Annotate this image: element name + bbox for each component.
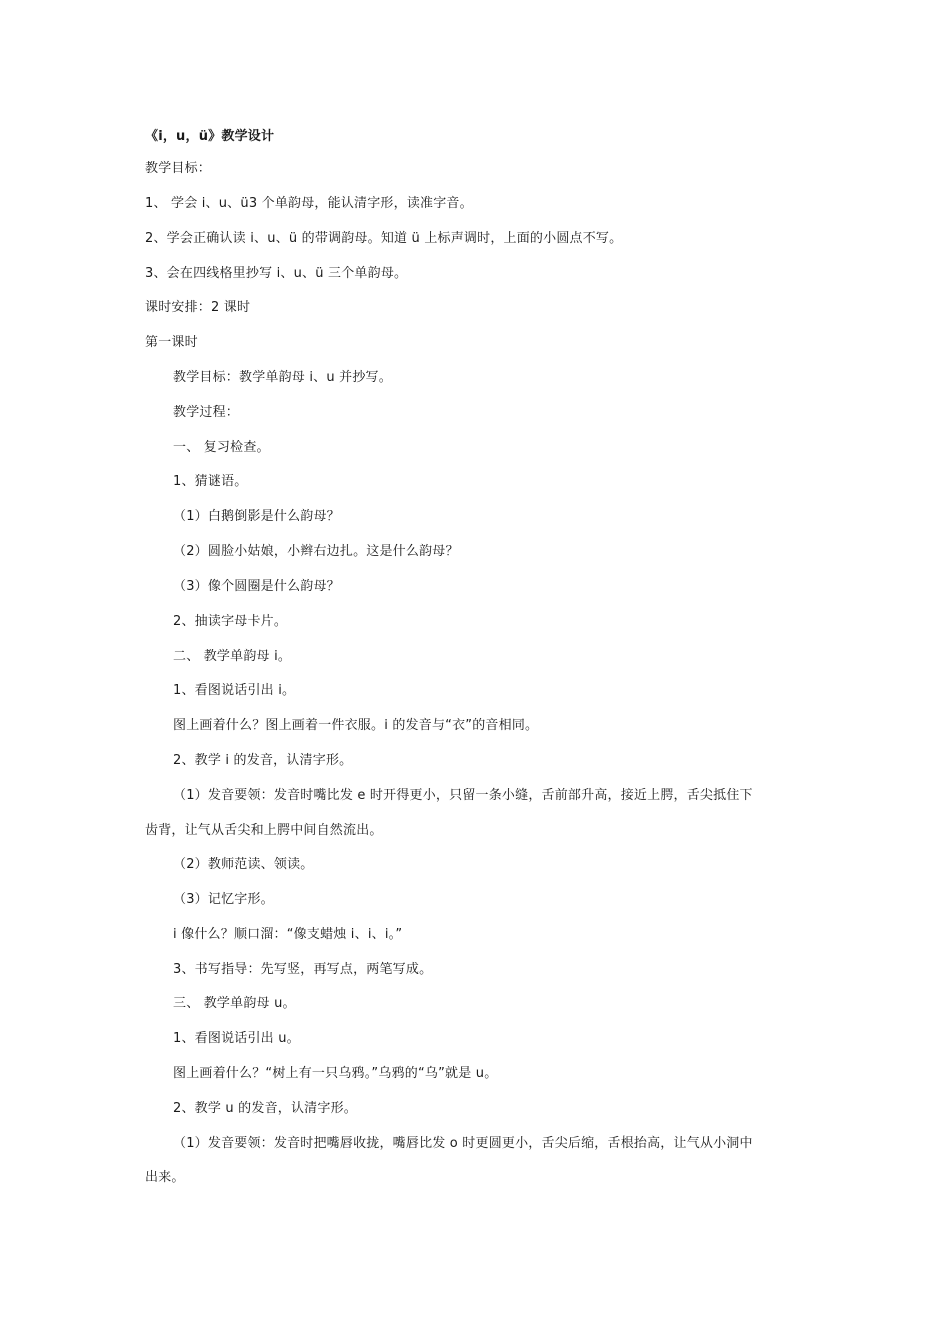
objective-1: 1、 学会 i、u、ü3 个单韵母，能认清字形，读准字音。 (145, 196, 473, 211)
lesson-one-heading: 第一课时 (145, 335, 198, 350)
section-heading-objectives: 教学目标： (145, 161, 212, 176)
step-review-heading: 一、 复习检查。 (173, 440, 270, 455)
teach-i-memorize: （3）记忆字形。 (173, 892, 274, 907)
teach-u-picture: 图上画着什么？“树上有一只乌鸦。”乌鸦的“乌”就是 u。 (173, 1066, 498, 1081)
riddle-3: （3）像个圆圈是什么韵母？ (173, 579, 340, 594)
step-teach-i-heading: 二、 教学单韵母 i。 (173, 649, 292, 664)
step-teach-u-heading: 三、 教学单韵母 u。 (173, 996, 296, 1011)
objective-3: 3、会在四线格里抄写 i、u、ü 三个单韵母。 (145, 266, 408, 281)
teach-i-intro: 1、看图说话引出 i。 (173, 683, 296, 698)
process-heading: 教学过程： (173, 405, 240, 420)
lesson-objective: 教学目标：教学单韵母 i、u 并抄写。 (173, 370, 392, 385)
teach-u-pronunciation-1: （1）发音要领：发音时把嘴唇收拢，嘴唇比发 o 时更圆更小，舌尖后缩，舌根抬高，让气从小洞中 (173, 1136, 753, 1151)
teach-i-picture: 图上画着什么？图上画着一件衣服。i 的发音与“衣”的音相同。 (173, 718, 539, 733)
teach-i-pronunciation-1-cont: 齿背，让气从舌尖和上腭中间自然流出。 (145, 823, 383, 838)
teach-u-pronunciation-heading: 2、教学 u 的发音，认清字形。 (173, 1101, 357, 1116)
document-title: 《i，u，ü》教学设计 (145, 129, 275, 144)
objective-2: 2、学会正确认读 i、u、ü 的带调韵母。知道 ü 上标声调时，上面的小圆点不写。 (145, 231, 623, 246)
riddle-2: （2）圆脸小姑娘，小辫右边扎。这是什么韵母？ (173, 544, 459, 559)
schedule-line: 课时安排：2 课时 (145, 300, 251, 315)
teach-i-pronunciation-1: （1）发音要领：发音时嘴比发 e 时开得更小，只留一条小缝，舌前部升高，接近上腭，舌尖抵住下 (173, 788, 753, 803)
card-reading: 2、抽读字母卡片。 (173, 614, 288, 629)
teach-u-pronunciation-1-cont: 出来。 (145, 1170, 185, 1185)
teach-i-pronunciation-heading: 2、教学 i 的发音，认清字形。 (173, 753, 353, 768)
teach-i-model-reading: （2）教师范读、领读。 (173, 857, 314, 872)
riddle-heading: 1、猜谜语。 (173, 474, 248, 489)
riddle-1: （1）白鹅倒影是什么韵母？ (173, 509, 340, 524)
teach-i-writing: 3、书写指导：先写竖，再写点，两笔写成。 (173, 962, 433, 977)
teach-u-intro: 1、看图说话引出 u。 (173, 1031, 300, 1046)
teach-i-rhyme: i 像什么？顺口溜：“像支蜡烛 i、i、i。” (173, 927, 403, 942)
